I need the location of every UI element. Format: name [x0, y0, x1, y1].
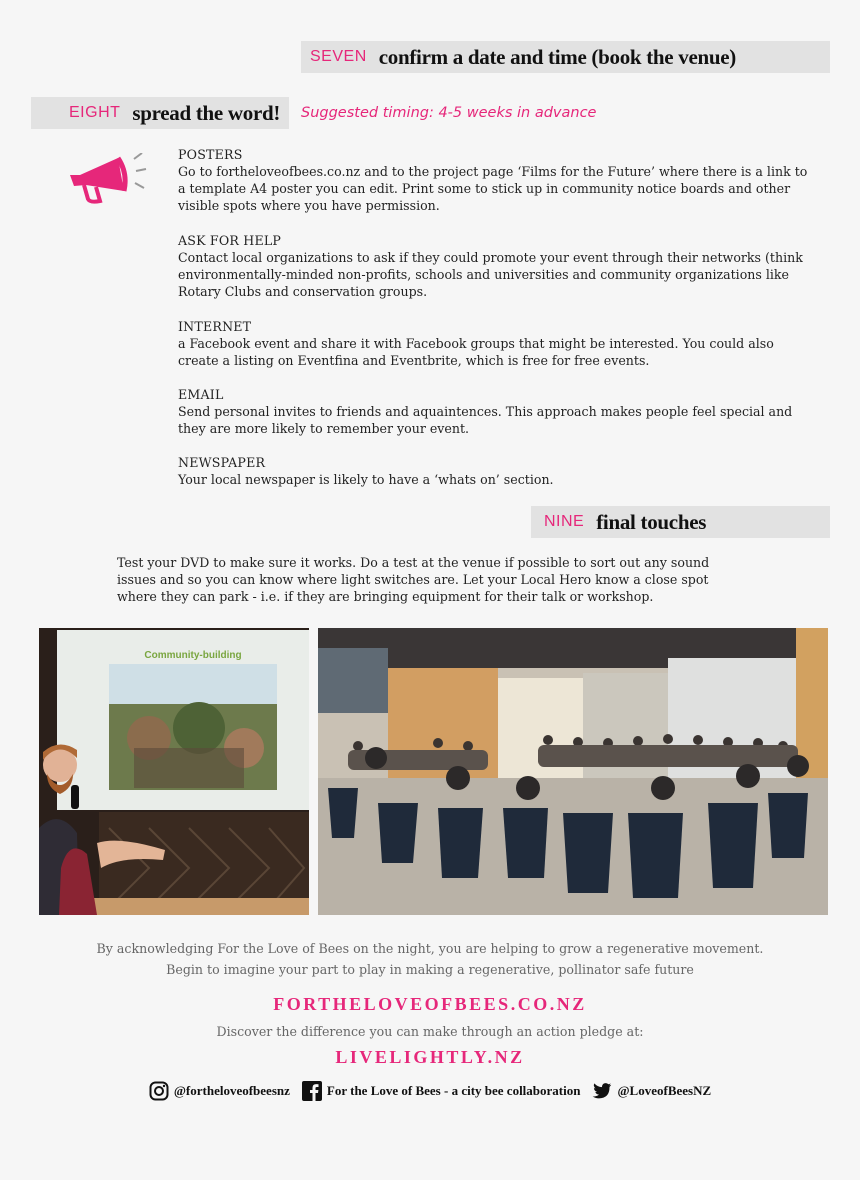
section-heading: ASK FOR HELP [178, 233, 282, 248]
speaker-photo-art [39, 628, 309, 915]
section-eight-header [31, 97, 289, 129]
suggested-timing: Suggested timing: 4-5 weeks in advance [301, 105, 597, 121]
posters-section [178, 146, 818, 214]
email-section [178, 386, 818, 437]
internet-section [178, 318, 818, 369]
speaker-photo [39, 628, 309, 915]
audience-photo-art [318, 628, 828, 915]
facebook-icon [302, 1081, 322, 1101]
ask-for-help-section [178, 232, 818, 300]
fortheloveofbees-link[interactable]: FORTHELOVEOFBEES.CO.NZ [273, 994, 587, 1014]
social-links [0, 1081, 860, 1101]
slide-title: Community-building [144, 650, 242, 661]
facebook-page[interactable]: For the Love of Bees - a city bee collaboration [326, 1083, 581, 1098]
section-body: Go to fortheloveofbees.co.nz and to the project page ‘Films for the Future’ where there is a link to a template A4 poster you can edit. Print some to stick up in community notice boards and other visible spots where you have permission. [178, 164, 808, 213]
section-heading: POSTERS [178, 147, 243, 162]
twitter-handle[interactable]: @LoveofBeesNZ [617, 1083, 712, 1098]
section-nine-title: final touches [596, 509, 707, 534]
section-eight-title: spread the word! [132, 100, 281, 125]
section-body: Your local newspaper is likely to have a ‘whats on’ section. [178, 472, 554, 487]
section-eight-number: EIGHT [69, 104, 121, 121]
megaphone-icon [66, 153, 150, 205]
section-heading: NEWSPAPER [178, 455, 266, 470]
section-body: Send personal invites to friends and aquaintences. This approach makes people feel special and they are more likely to remember your event. [178, 404, 793, 436]
section-nine-header [531, 506, 830, 538]
audience-photo [318, 628, 828, 915]
instagram-handle[interactable]: @fortheloveofbeesnz [173, 1083, 290, 1098]
section-seven-number: SEVEN [310, 48, 367, 65]
section-seven-header [301, 41, 830, 73]
closing-message [0, 938, 860, 980]
section-nine-number: NINE [544, 513, 585, 530]
section-seven-title: confirm a date and time (book the venue) [378, 44, 736, 69]
closing-line-2: Begin to imagine your part to play in making a regenerative, pollinator safe future [166, 962, 694, 977]
final-touches-text: Test your DVD to make sure it works. Do a test at the venue if possible to sort out any sound issues and so you can know where light switches are. Let your Local Hero know a close spot where they can park - i.e. if they are bringing equipment for their talk or workshop. [117, 555, 710, 604]
instagram-icon [149, 1081, 169, 1101]
section-heading: INTERNET [178, 319, 252, 334]
pledge-text: Discover the difference you can make through an action pledge at: [216, 1024, 644, 1039]
section-heading: EMAIL [178, 387, 224, 402]
twitter-icon [592, 1081, 612, 1101]
section-body: Contact local organizations to ask if they could promote your event through their networks (think environmentally-minded non-profits, schools and universities and community organizations like Rotary Clubs and conservation groups. [178, 250, 803, 299]
newspaper-section [178, 454, 818, 488]
livelightly-link[interactable]: LIVELIGHTLY.NZ [335, 1047, 525, 1067]
closing-line-1: By acknowledging For the Love of Bees on the night, you are helping to grow a regenerative movement. [96, 941, 764, 956]
section-body: a Facebook event and share it with Facebook groups that might be interested. You could also create a listing on Eventfina and Eventbrite, which is free for free events. [178, 336, 774, 368]
